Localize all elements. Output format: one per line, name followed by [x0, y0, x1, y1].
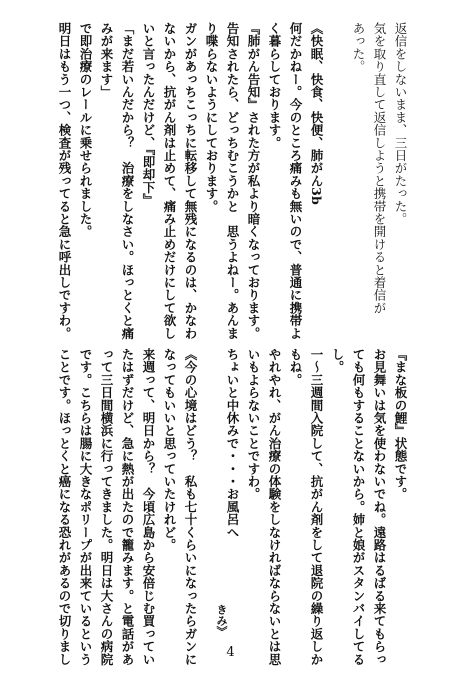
top-text-line: で即治療のレールに乗せられました。 [78, 22, 93, 238]
top-text-line: 気を取り直して返信しようと携帯を開けると着信が [372, 22, 387, 315]
top-text-line: 《快眠、快食、快便、肺がん3b [309, 22, 324, 205]
top-text-line: り喋らないようにしております。 [204, 22, 219, 213]
bottom-text-line: ても何もすることないから。姉と娘がスタンバイしてる [351, 348, 366, 666]
bottom-text-line: 《今の心境はどう？ 私も七十くらいになったらガンに [183, 348, 198, 666]
top-text-line: く暮らしております。 [267, 22, 282, 149]
top-text-line: 何だかねー。今のところ痛みも無いので、普通に携帯よ [288, 22, 303, 340]
top-text-line: 告知されたら、どっちむこうかと 思うよねー。あんま [225, 22, 240, 340]
bottom-text-line: 一〜三週間入院して、抗がん剤をして退院の繰り返しか [309, 348, 324, 666]
top-text-line: 『肺がん告知』された方が私より暗くなっております。 [246, 22, 261, 340]
bottom-text-line: いもよらないことですわ。 [246, 348, 261, 501]
bottom-text-line: って三日間横浜に行ってきました。明日は大さんの病院 [99, 348, 114, 666]
top-text-line: いと言ったんだけど、『即却下』 [141, 22, 156, 207]
bottom-text-line: です。こちらは腸に大きなポリープが出来ているという [78, 348, 93, 666]
bottom-text-line: やれやれ、がん治療の体験をしなければならないとは思 [267, 348, 282, 666]
bottom-text-line: 来週って、明日から？ 今頃広島から安倍じむ買ってい [141, 348, 156, 666]
top-text-line: 明日はもう一つ、検査が残ってると急に呼出しですわ。 [57, 22, 72, 340]
bottom-text-line: お見舞いは気を使わないでね。遠路はるばる来てもらっ [372, 348, 387, 666]
bottom-text-line [201, 348, 222, 648]
bottom-text-line: ちょいと中休みで・・・お風呂へ [225, 348, 240, 539]
signature: きみ》 [215, 604, 228, 637]
top-text-line: あった。 [351, 22, 366, 73]
bottom-text-line: し。 [330, 348, 345, 374]
page-number: 4 [226, 645, 235, 660]
bottom-text-line: 『まな板の鯉』状態です。 [393, 348, 408, 501]
bottom-text-line: ことです。ほっとくと癌になる恐れがあるので切りまし [57, 348, 72, 666]
top-text-line: 「まだ若いんだから？ 治療をしなさい。ほっとくと痛 [120, 22, 135, 340]
bottom-text-line: もね。 [288, 348, 303, 387]
top-text-line: ないから、抗がん剤は止めて、痛み止めだけにして欲し [162, 22, 177, 340]
top-text-line [327, 22, 348, 322]
text-block-top [54, 22, 411, 340]
top-text-line: みが来ます」 [99, 22, 114, 99]
top-text-line: 返信をしないまま、三日がたった。 [393, 22, 408, 226]
text-block-bottom [54, 348, 411, 666]
bottom-text-line: なってもいいと思っていたけれど。 [162, 348, 177, 552]
top-text-line: ガンがあっちこっちに転移して無残になるのは、かなわ [183, 22, 198, 340]
bottom-text-line: たはずだけど、急に熱が出たので籠みます。と電話があ [120, 348, 135, 666]
